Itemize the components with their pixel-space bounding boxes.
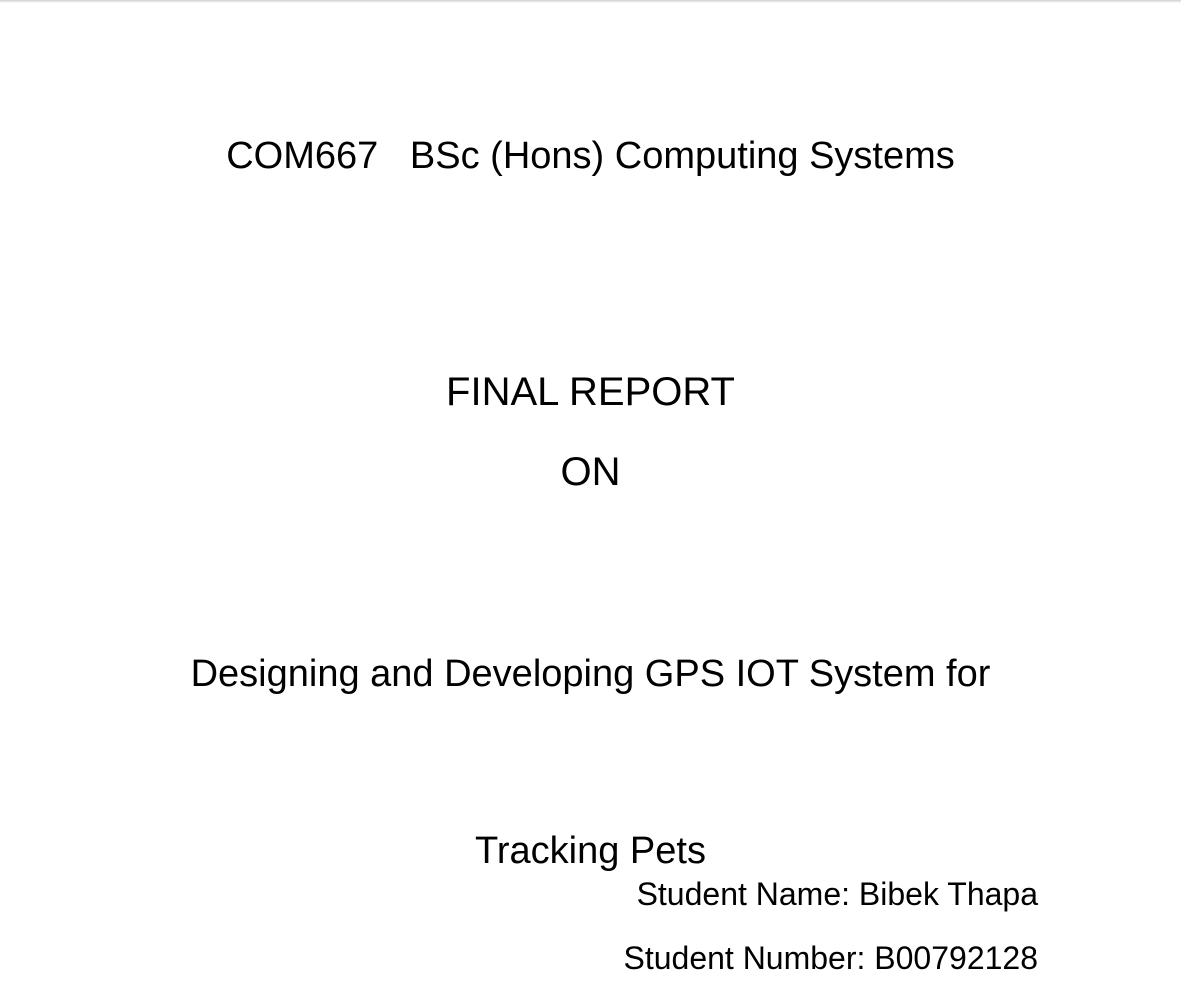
project-topic-line-1: Designing and Developing GPS IOT System for [190, 653, 991, 695]
course-title: COM667 BSc (Hons) Computing Systems [226, 135, 955, 177]
student-name: Student Name: Bibek Thapa [636, 876, 1038, 912]
project-topic [0, 527, 1181, 999]
project-topic-line-2: Tracking Pets [475, 830, 706, 872]
student-number: Student Number: B00792128 [623, 940, 1038, 976]
report-connector: ON [560, 450, 621, 494]
report-heading: FINAL REPORT [446, 370, 735, 414]
